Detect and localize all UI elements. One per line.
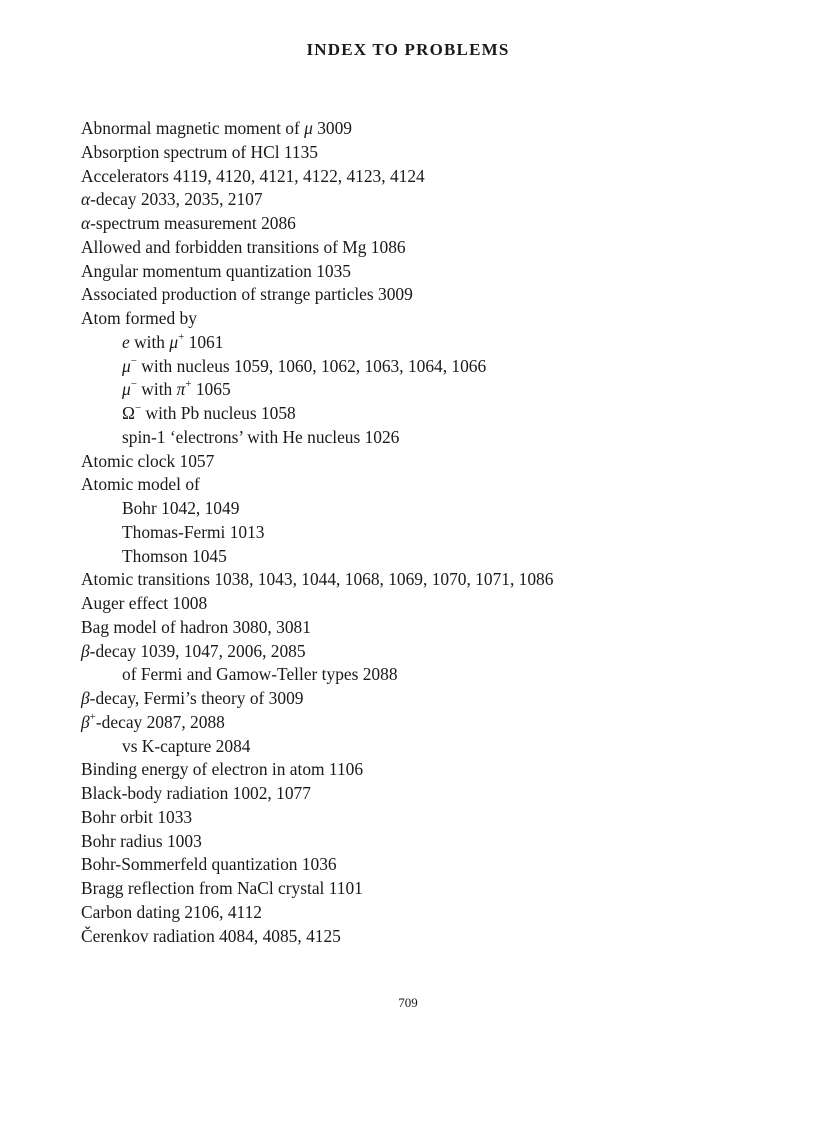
entry-text: Thomson 1045	[122, 545, 227, 566]
math-symbol: β	[81, 688, 90, 708]
index-entry	[81, 450, 781, 474]
entry-text: with nucleus 1059, 1060, 1062, 1063, 1064, 1066	[136, 355, 487, 376]
index-subentry	[81, 331, 781, 355]
index-entry	[81, 568, 781, 592]
entry-text: with	[136, 379, 177, 400]
entry-text: -decay, Fermi’s theory of 3009	[89, 688, 304, 708]
entry-text: Atomic model of	[81, 474, 200, 495]
entry-text: Black-body radiation 1002, 1077	[81, 783, 311, 803]
index-entry	[81, 806, 781, 830]
entry-text: 3009	[312, 118, 352, 138]
page-title: INDEX TO PROBLEMS	[306, 40, 510, 59]
index-entry	[81, 236, 781, 260]
entry-text: of Fermi and Gamow-Teller types 2088	[122, 664, 398, 685]
math-symbol: e	[122, 331, 130, 352]
math-superscript: +	[89, 710, 96, 723]
math-symbol: α	[81, 213, 91, 233]
math-superscript: +	[185, 378, 192, 391]
index-entry	[81, 473, 781, 497]
index-entry	[81, 758, 781, 782]
index-entry	[81, 877, 781, 901]
index-subentry	[81, 378, 781, 402]
index-entry	[81, 117, 781, 141]
entry-text: vs K-capture 2084	[122, 735, 251, 756]
index-entry	[81, 212, 781, 236]
math-superscript: −	[130, 354, 137, 367]
math-superscript: −	[130, 378, 137, 391]
index-entry	[81, 141, 781, 165]
entry-text: Auger effect 1008	[81, 593, 208, 613]
math-symbol: β	[81, 711, 90, 732]
index-entry	[81, 616, 781, 640]
index-entry-list	[81, 117, 781, 948]
index-entry	[81, 165, 781, 189]
entry-text: -decay 1039, 1047, 2006, 2085	[89, 640, 306, 661]
math-superscript: +	[178, 330, 185, 343]
index-entry	[81, 640, 781, 664]
math-symbol: μ	[122, 379, 131, 400]
index-entry	[81, 307, 781, 331]
entry-text: Bag model of hadron 3080, 3081	[81, 616, 311, 637]
entry-text: Čerenkov radiation 4084, 4085, 4125	[81, 925, 341, 946]
math-superscript: −	[134, 402, 142, 415]
index-entry	[81, 592, 781, 616]
entry-text: Angular momentum quantization 1035	[81, 260, 351, 281]
math-symbol: β	[81, 640, 90, 661]
index-entry	[81, 711, 781, 735]
math-symbol: μ	[122, 355, 131, 376]
entry-text: Atomic clock 1057	[81, 450, 215, 471]
entry-text: 1061	[184, 331, 224, 352]
entry-text: Binding energy of electron in atom 1106	[81, 759, 364, 780]
index-subentry	[81, 402, 781, 426]
entry-text: Thomas-Fermi 1013	[122, 521, 265, 542]
entry-text: -decay 2033, 2035, 2107	[90, 189, 263, 210]
index-entry	[81, 687, 781, 711]
math-symbol: π	[176, 379, 186, 400]
index-entry	[81, 901, 781, 925]
index-subentry	[81, 355, 781, 379]
entry-text: Accelerators 4119, 4120, 4121, 4122, 4123, 4124	[81, 165, 425, 186]
entry-text: Atom formed by	[81, 308, 197, 328]
entry-text: with	[129, 331, 170, 352]
entry-text: Bohr 1042, 1049	[122, 498, 240, 518]
index-entry	[81, 925, 781, 949]
index-subentry	[81, 545, 781, 569]
index-subentry	[81, 735, 781, 759]
entry-text: spin-1 ‘electrons’ with He nucleus 1026	[122, 426, 400, 447]
page-number: 709	[398, 995, 418, 1010]
entry-text: -spectrum measurement 2086	[90, 213, 296, 233]
index-subentry	[81, 663, 781, 687]
index-entry	[81, 853, 781, 877]
index-entry	[81, 830, 781, 854]
entry-text: Bohr-Sommerfeld quantization 1036	[81, 854, 337, 875]
math-symbol: μ	[304, 118, 313, 138]
index-entry	[81, 782, 781, 806]
index-subentry	[81, 521, 781, 545]
entry-text: Allowed and forbidden transitions of Mg 1086	[81, 236, 406, 257]
index-subentry	[81, 497, 781, 521]
entry-text: Ω	[122, 403, 135, 423]
entry-text: Carbon dating 2106, 4112	[81, 901, 262, 922]
index-subentry	[81, 426, 781, 450]
entry-text: Associated production of strange particles 3009	[81, 284, 413, 305]
entry-text: Abnormal magnetic moment of	[81, 118, 305, 138]
entry-text: Atomic transitions 1038, 1043, 1044, 1068, 1069, 1070, 1071, 1086	[81, 569, 554, 590]
entry-text: 1065	[191, 379, 231, 400]
index-entry	[81, 283, 781, 307]
entry-text: with Pb nucleus 1058	[141, 403, 296, 423]
entry-text: Bohr radius 1003	[81, 830, 202, 851]
entry-text: Absorption spectrum of HCl 1135	[81, 141, 319, 162]
entry-text: Bohr orbit 1033	[81, 806, 193, 827]
math-symbol: α	[81, 189, 91, 210]
math-symbol: μ	[169, 331, 179, 352]
entry-text: Bragg reflection from NaCl crystal 1101	[81, 878, 363, 898]
entry-text: -decay 2087, 2088	[95, 711, 225, 732]
index-entry	[81, 188, 781, 212]
index-entry	[81, 260, 781, 284]
